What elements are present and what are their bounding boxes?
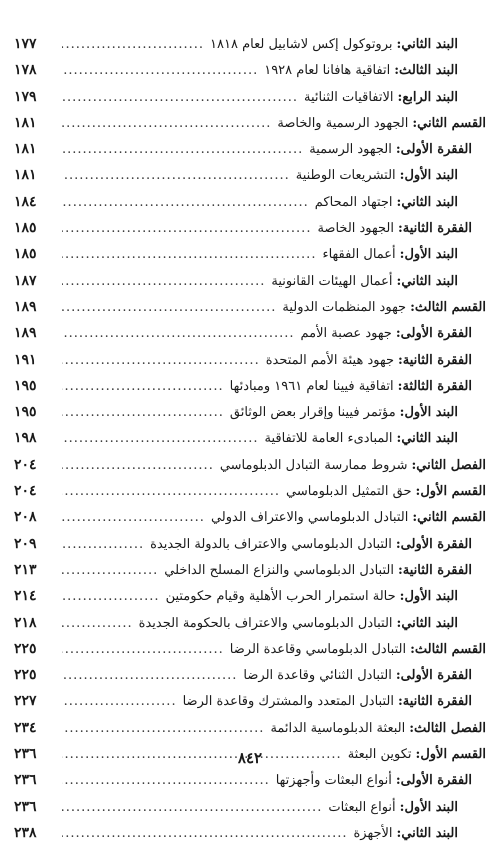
toc-entry-label: القسم الثاني: bbox=[412, 510, 486, 526]
toc-entry-label: البند الأول: bbox=[399, 405, 458, 421]
toc-entry-label: البند الثاني: bbox=[396, 431, 458, 447]
toc-entry-title: التبادل الدبلوماسي والاعتراف بالحكومة الجديدة bbox=[138, 615, 393, 631]
dot-leader bbox=[62, 800, 322, 815]
toc-entry-page: ٢٣٤ bbox=[14, 719, 37, 736]
toc-entry-label: البند الأول: bbox=[399, 168, 458, 184]
toc-entry bbox=[14, 246, 486, 272]
toc-entry bbox=[14, 799, 486, 825]
toc-entry bbox=[14, 825, 486, 851]
dot-leader bbox=[62, 721, 264, 736]
toc-entry-label: الفقرة الأولى: bbox=[395, 773, 472, 789]
toc-entry bbox=[14, 641, 486, 667]
dot-leader bbox=[62, 484, 280, 499]
toc-entry-page: ١٨١ bbox=[14, 141, 37, 158]
dot-leader bbox=[62, 510, 205, 525]
toc-entry-page: ١٧٩ bbox=[14, 88, 37, 105]
toc-entry bbox=[14, 167, 486, 193]
toc-entry bbox=[14, 588, 486, 614]
toc-entry-title: أعمال الفقهاء bbox=[322, 247, 396, 263]
toc-list bbox=[14, 36, 486, 851]
dot-leader bbox=[62, 63, 258, 78]
toc-entry-title: التبادل الدبلوماسي وقاعدة الرضا bbox=[229, 641, 407, 657]
toc-entry bbox=[14, 325, 486, 351]
toc-entry-label: الفقرة الثانية: bbox=[397, 562, 472, 578]
toc-entry-title: التبادل الدبلوماسي والاعتراف الدولي bbox=[210, 510, 409, 526]
toc-entry-title: مؤتمر فيينا وإقرار بعض الوثائق bbox=[229, 405, 396, 421]
dot-leader bbox=[62, 668, 237, 683]
toc-entry-label: الفقرة الأولى: bbox=[395, 668, 472, 684]
toc-entry-title: الأجهزة bbox=[353, 825, 393, 841]
toc-entry-page: ١٨٩ bbox=[14, 298, 37, 315]
toc-entry-title: أعمال الهيئات القانونية bbox=[271, 273, 393, 289]
toc-entry bbox=[14, 772, 486, 798]
toc-entry-page: ١٩١ bbox=[14, 351, 37, 368]
toc-entry-title: التبادل الدبلوماسي والاعتراف بالدولة الجديدة bbox=[150, 536, 392, 552]
toc-entry-label: الفقرة الثانية: bbox=[397, 694, 472, 710]
toc-entry-label: الفقرة الثانية: bbox=[397, 352, 472, 368]
toc-entry-page: ١٧٨ bbox=[14, 62, 37, 79]
toc-entry-title: أنواع البعثات وأجهزتها bbox=[275, 773, 392, 789]
toc-entry-title: المبادىء العامة للاتفاقية bbox=[264, 431, 393, 447]
toc-entry bbox=[14, 457, 486, 483]
toc-entry bbox=[14, 667, 486, 693]
dot-leader bbox=[62, 379, 224, 394]
toc-entry-title: حالة استمرار الحرب الأهلية وقيام حكومتين bbox=[165, 589, 396, 605]
dot-leader bbox=[62, 458, 214, 473]
toc-entry bbox=[14, 404, 486, 430]
toc-entry-title: اجتهاد المحاكم bbox=[314, 194, 393, 210]
dot-leader bbox=[62, 431, 258, 446]
toc-entry-label: البند الرابع: bbox=[397, 89, 458, 105]
dot-leader bbox=[62, 221, 311, 236]
toc-entry-page: ١٨٤ bbox=[14, 193, 37, 210]
toc-entry-title: أنواع البعثات bbox=[328, 799, 396, 815]
toc-entry-page: ١٨٩ bbox=[14, 325, 37, 342]
toc-entry-label: البند الثاني: bbox=[396, 194, 458, 210]
toc-entry-title: التبادل الدبلوماسي والنزاع المسلح الداخلي bbox=[164, 562, 394, 578]
dot-leader bbox=[62, 405, 224, 420]
toc-entry-title: البعثة الدبلوماسية الدائمة bbox=[270, 720, 406, 736]
toc-entry bbox=[14, 615, 486, 641]
dot-leader bbox=[62, 773, 270, 788]
toc-entry-title: اتفاقية هافانا لعام ١٩٢٨ bbox=[264, 63, 391, 79]
toc-entry-page: ١٨٥ bbox=[14, 246, 37, 263]
toc-entry-label: الفصل الثاني: bbox=[411, 457, 486, 473]
dot-leader bbox=[62, 353, 260, 368]
toc-entry-label: القسم الأول: bbox=[415, 747, 486, 763]
toc-entry-page: ١٨٧ bbox=[14, 272, 37, 289]
toc-entry-title: الاتفاقيات الثنائية bbox=[303, 89, 394, 105]
toc-entry bbox=[14, 273, 486, 299]
toc-entry-title: الجهود الخاصة bbox=[317, 221, 394, 237]
toc-entry-page: ٢١٣ bbox=[14, 561, 37, 578]
toc-entry-title: جهود هيئة الأمم المتحدة bbox=[265, 352, 394, 368]
dot-leader bbox=[62, 826, 347, 841]
toc-entry bbox=[14, 299, 486, 325]
toc-entry-label: البند الثالث: bbox=[394, 63, 458, 79]
toc-entry-title: الجهود الرسمية bbox=[309, 142, 392, 158]
dot-leader bbox=[62, 694, 177, 709]
toc-entry-page: ٢٣٦ bbox=[14, 772, 37, 789]
toc-entry-label: القسم الثالث: bbox=[410, 299, 486, 315]
toc-entry bbox=[14, 115, 486, 141]
toc-entry-label: البند الثاني: bbox=[396, 615, 458, 631]
toc-entry bbox=[14, 562, 486, 588]
toc-entry-label: البند الأول: bbox=[399, 247, 458, 263]
dot-leader bbox=[62, 589, 160, 604]
toc-entry-title: بروتوكول إكس لاشابيل لعام ١٨١٨ bbox=[210, 37, 393, 52]
toc-entry bbox=[14, 430, 486, 456]
toc-entry-page: ٢٢٥ bbox=[14, 640, 37, 657]
page-number: ٨٤٢ bbox=[237, 749, 263, 767]
toc-entry-title: اتفاقية فيينا لعام ١٩٦١ ومبادئها bbox=[229, 378, 394, 394]
toc-entry-page: ١٨١ bbox=[14, 114, 37, 131]
toc-entry-page: ١٧٧ bbox=[14, 36, 37, 52]
dot-leader bbox=[62, 642, 224, 657]
toc-entry-page: ٢٣٦ bbox=[14, 746, 37, 763]
toc-entry-title: جهود المنظمات الدولية bbox=[282, 299, 407, 315]
toc-entry bbox=[14, 36, 486, 62]
dot-leader bbox=[62, 300, 276, 315]
toc-entry-title: شروط ممارسة التبادل الدبلوماسي bbox=[219, 457, 408, 473]
toc-entry bbox=[14, 220, 486, 246]
toc-entry bbox=[14, 693, 486, 719]
toc-entry-page: ٢١٤ bbox=[14, 588, 37, 605]
toc-entry-label: البند الثاني: bbox=[396, 273, 458, 289]
toc-entry-title: التشريعات الوطنية bbox=[295, 168, 396, 184]
dot-leader bbox=[62, 616, 133, 631]
toc-entry-page: ٢٠٤ bbox=[14, 456, 37, 473]
dot-leader bbox=[62, 168, 290, 183]
toc-entry-page: ٢٠٨ bbox=[14, 509, 37, 526]
toc-entry bbox=[14, 378, 486, 404]
toc-entry bbox=[14, 89, 486, 115]
toc-entry bbox=[14, 720, 486, 746]
toc-entry bbox=[14, 509, 486, 535]
toc-entry-label: الفصل الثالث: bbox=[409, 720, 486, 736]
toc-entry-page: ٢٣٨ bbox=[14, 824, 37, 841]
toc-entry-page: ١٨١ bbox=[14, 167, 37, 184]
toc-entry-label: البند الثاني: bbox=[396, 825, 458, 841]
toc-entry bbox=[14, 536, 486, 562]
toc-entry-page: ١٨٥ bbox=[14, 220, 37, 237]
dot-leader bbox=[62, 90, 298, 105]
toc-entry-label: البند الأول: bbox=[399, 799, 458, 815]
toc-entry bbox=[14, 194, 486, 220]
dot-leader bbox=[62, 537, 144, 552]
toc-entry-title: حق التمثيل الدبلوماسي bbox=[285, 484, 412, 500]
toc-entry-title: التبادل المتعدد والمشترك وقاعدة الرضا bbox=[182, 694, 394, 710]
dot-leader bbox=[62, 142, 303, 157]
toc-entry-label: البند الأول: bbox=[399, 589, 458, 605]
toc-entry-label: الفقرة الثالثة: bbox=[397, 378, 472, 394]
toc-entry bbox=[14, 483, 486, 509]
toc-entry-label: القسم الأول: bbox=[415, 484, 486, 500]
toc-entry-label: الفقرة الأولى: bbox=[395, 536, 472, 552]
toc-entry-label: الفقرة الأولى: bbox=[395, 142, 472, 158]
dot-leader bbox=[62, 116, 271, 131]
toc-entry bbox=[14, 141, 486, 167]
toc-entry-page: ٢٢٧ bbox=[14, 693, 37, 710]
toc-entry-label: القسم الثاني: bbox=[412, 115, 486, 131]
toc-entry-label: الفقرة الثانية: bbox=[397, 221, 472, 237]
toc-entry-page: ٢٠٩ bbox=[14, 535, 37, 552]
toc-entry bbox=[14, 352, 486, 378]
toc-entry-page: ٢١٨ bbox=[14, 614, 37, 631]
dot-leader bbox=[62, 274, 265, 289]
toc-entry-label: البند الثاني: bbox=[396, 37, 458, 52]
dot-leader bbox=[62, 247, 316, 262]
toc-entry-page: ٢٢٥ bbox=[14, 667, 37, 684]
dot-leader bbox=[62, 37, 204, 52]
toc-entry-title: جهود عصبة الأمم bbox=[300, 326, 392, 342]
toc-entry-label: الفقرة الأولى: bbox=[395, 326, 472, 342]
toc-entry-page: ١٩٨ bbox=[14, 430, 37, 447]
toc-entry-title: التبادل الثنائي وقاعدة الرضا bbox=[243, 668, 392, 684]
dot-leader bbox=[62, 563, 158, 578]
toc-entry-page: ١٩٥ bbox=[14, 404, 37, 421]
toc-entry-title: الجهود الرسمية والخاصة bbox=[277, 115, 409, 131]
toc-entry-page: ٢٠٤ bbox=[14, 483, 37, 500]
toc-entry bbox=[14, 62, 486, 88]
toc-entry-page: ١٩٥ bbox=[14, 377, 37, 394]
dot-leader bbox=[62, 326, 294, 341]
toc-entry-title: تكوين البعثة bbox=[347, 747, 412, 763]
toc-entry-label: القسم الثالث: bbox=[410, 641, 486, 657]
toc-entry-page: ٢٣٦ bbox=[14, 798, 37, 815]
dot-leader bbox=[62, 195, 309, 210]
